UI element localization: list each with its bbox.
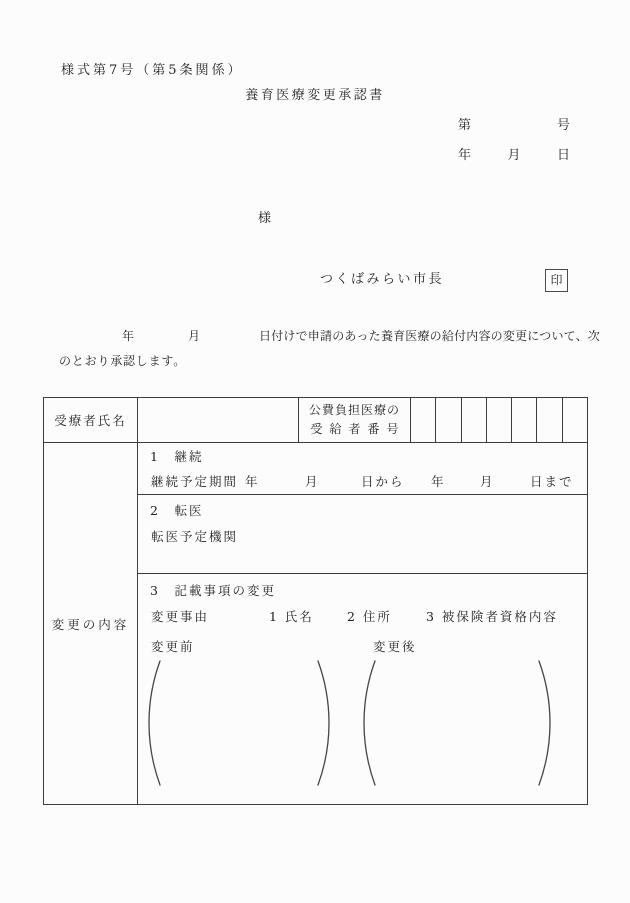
amendment-reason-label: 変更事由 (151, 609, 210, 624)
section-amendment (138, 574, 587, 804)
seal-mark: 印 (550, 273, 563, 287)
recipient-number-cell (486, 398, 511, 442)
left-paren-icon (363, 659, 377, 787)
patient-name-label-cell: 受療者氏名 (44, 398, 138, 442)
before-change-label: 変更前 (151, 639, 195, 654)
from-year-label: 年 (245, 474, 260, 489)
body-month-label: 月 (188, 329, 201, 343)
body-line2-text: のとおり承認します。 (59, 354, 187, 368)
from-day-label: 日から (361, 474, 405, 489)
date-month-label: 月 (507, 148, 521, 163)
addressee-honorific: 様 (258, 211, 272, 226)
section-continuation (138, 443, 587, 495)
form-number: 様式第7号（第5条関係） (61, 63, 244, 78)
to-year-label: 年 (431, 474, 446, 489)
date-day-label: 日 (556, 148, 570, 163)
after-change-label: 変更後 (373, 639, 417, 654)
recipient-number-cell (536, 398, 561, 442)
amendment-heading: 3 記載事項の変更 (150, 583, 276, 598)
continuation-heading: 1 継続 (150, 449, 204, 464)
recipient-number-cell (562, 398, 587, 442)
reason-option-insurance: 3 被保険者資格内容 (426, 609, 558, 624)
public-fund-label-cell (299, 398, 411, 442)
change-content-label-cell: 変更の内容 (44, 443, 138, 804)
body-year-label: 年 (122, 329, 135, 343)
before-change-area (148, 659, 330, 787)
document-number-line (458, 118, 570, 134)
date-year-label: 年 (458, 148, 472, 163)
public-fund-label-line1: 公費負担医療の (308, 403, 400, 417)
table-header-row (44, 398, 587, 443)
seal-box (545, 269, 568, 292)
left-paren-icon (148, 659, 162, 787)
continuation-period-label: 継続予定期間 (151, 474, 239, 489)
change-content-body (138, 443, 587, 804)
transfer-facility-label: 転医予定機関 (151, 529, 239, 544)
transfer-heading: 2 転医 (150, 503, 204, 518)
reason-option-address: 2 住所 (347, 609, 392, 624)
public-fund-label-line2: 受給者番号 (310, 422, 406, 436)
recipient-number-cell (411, 398, 435, 442)
recipient-number-cell (461, 398, 486, 442)
body-line1-text: 日付けで申請のあった養育医療の給付内容の変更について、次 (259, 329, 601, 343)
right-paren-icon (537, 659, 551, 787)
section-transfer (138, 495, 587, 574)
approval-table (43, 397, 588, 805)
recipient-number-cells (411, 398, 587, 442)
reason-option-name: 1 氏名 (269, 609, 314, 624)
to-day-label: 日まで (530, 474, 574, 489)
doc-number-suffix: 号 (556, 118, 570, 133)
right-paren-icon (316, 659, 330, 787)
doc-number-prefix: 第 (458, 118, 472, 133)
recipient-number-cell (511, 398, 536, 442)
after-change-area (363, 659, 551, 787)
change-content-row (44, 443, 587, 804)
date-line (458, 148, 570, 164)
page-title: 養育医療変更承認書 (245, 88, 385, 103)
issuer-name: つくばみらい市長 (320, 272, 445, 287)
patient-name-value-cell (138, 398, 299, 442)
recipient-number-cell (435, 398, 460, 442)
to-month-label: 月 (480, 474, 495, 489)
from-month-label: 月 (305, 474, 320, 489)
